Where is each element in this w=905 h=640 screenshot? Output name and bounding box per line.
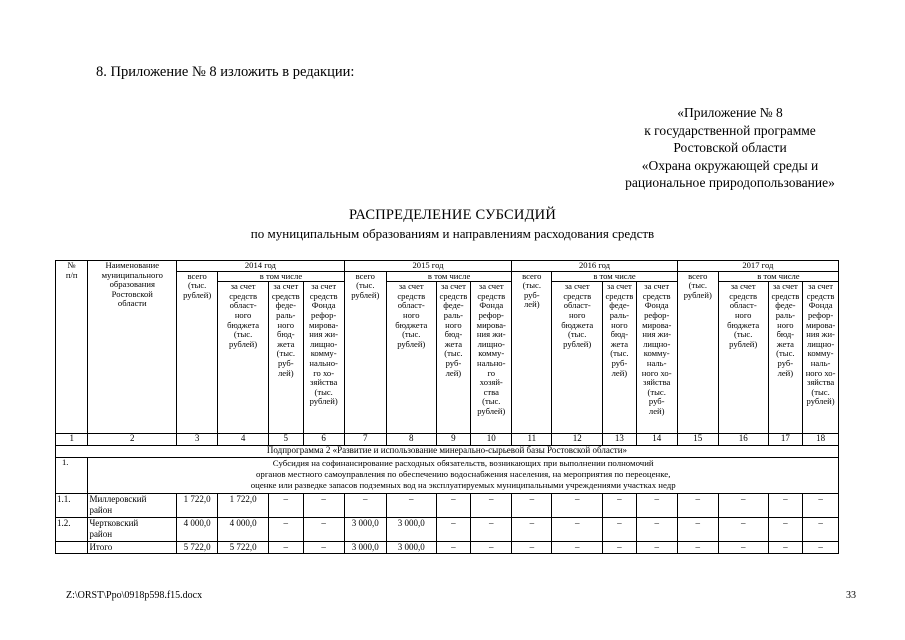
total-header: всего (тыс. рублей) [677, 271, 718, 434]
table-cell: – [269, 542, 304, 554]
incl-header: в том числе [718, 271, 838, 282]
table-cell: – [303, 518, 344, 542]
heading-title: РАСПРЕДЕЛЕНИЕ СУБСИДИЙ [348, 207, 557, 223]
appendix-line: к государственной программе [644, 122, 816, 138]
row-number: 1.2. [56, 518, 88, 542]
table-cell: – [386, 494, 436, 518]
table-cell: – [636, 494, 677, 518]
col-header-name: Наименование муниципального образования Ростовской области [88, 261, 177, 434]
footer-file-path: Z:\ORST\Ppo\0918p598.f15.docx [66, 590, 203, 601]
column-number: 13 [603, 434, 637, 446]
appendix-line: «Охрана окружающей среды и [641, 157, 819, 173]
source-header: за счет средств Фонда рефор- мирова- ния жи- лищно- комму- нально- го хо- зяйства (тыс. рублей) [303, 282, 344, 434]
table-cell: – [436, 542, 471, 554]
table-cell: 4 000,0 [177, 518, 218, 542]
table-cell: – [436, 518, 471, 542]
incl-header: в том числе [218, 271, 345, 282]
row-name: Миллеровский район [88, 494, 177, 518]
table-cell: – [269, 518, 304, 542]
subprogram-row [56, 446, 839, 458]
source-header: за счет средств Фонда рефор- мирова- ния жи- лищно- комму- наль- ного хо- зяйства (тыс. руб- лей) [636, 282, 677, 434]
total-header: всего (тыс. рублей) [177, 271, 218, 434]
table-cell: – [636, 542, 677, 554]
table-cell: – [471, 542, 512, 554]
table-cell: 5 722,0 [218, 542, 269, 554]
col-header-no: № п/п [56, 261, 88, 434]
column-number: 6 [303, 434, 344, 446]
table-cell: – [303, 494, 344, 518]
table-cell: – [677, 542, 718, 554]
table-cell: – [552, 518, 603, 542]
column-number: 1 [56, 434, 88, 446]
year-header: 2016 год [512, 261, 677, 272]
appendix-line: «Приложение № 8 [677, 105, 783, 120]
table-cell: 1 722,0 [218, 494, 269, 518]
column-numbering-row [56, 434, 839, 446]
table-cell: – [552, 494, 603, 518]
table-cell: 4 000,0 [218, 518, 269, 542]
table-cell: 5 722,0 [177, 542, 218, 554]
appendix-line: рациональное природопользование» [625, 175, 835, 190]
table-cell: 3 000,0 [344, 542, 386, 554]
table-cell: 1 722,0 [177, 494, 218, 518]
table-cell: – [269, 494, 304, 518]
source-header: за счет средств феде- раль- ного бюд- жета (тыс. руб- лей) [768, 282, 803, 434]
source-header: за счет средств феде- раль- ного бюд- жета (тыс. руб- лей) [436, 282, 471, 434]
header-row-years [56, 261, 839, 272]
table-cell: – [803, 494, 839, 518]
table-cell: – [344, 494, 386, 518]
table-row [56, 518, 839, 542]
table-row [56, 542, 839, 554]
year-header: 2017 год [677, 261, 838, 272]
table-cell: – [603, 542, 637, 554]
table-cell: – [768, 542, 803, 554]
heading-subtitle: по муниципальным образованиям и направлениям расходования средств [250, 226, 655, 241]
item-number: 1. [56, 458, 88, 494]
row-number [56, 542, 88, 554]
source-header: за счет средств Фонда рефор- мирова- ния жи- лищно- комму- нально- го хозяй- ства (тыс. рублей) [471, 282, 512, 434]
incl-header: в том числе [386, 271, 511, 282]
total-header: всего (тыс. рублей) [344, 271, 386, 434]
table-cell: – [768, 494, 803, 518]
table-cell: – [603, 518, 637, 542]
source-header: за счет средств област- ного бюджета (тыс. рублей) [552, 282, 603, 434]
column-number: 7 [344, 434, 386, 446]
column-number: 15 [677, 434, 718, 446]
table-cell: – [552, 542, 603, 554]
source-header: за счет средств Фонда рефор- мирова- ния жи- лищно- комму- наль- ного хо- зяйства (тыс. рублей) [803, 282, 839, 434]
source-header: за счет средств област- ного бюджета (тыс. рублей) [386, 282, 436, 434]
document-heading [0, 207, 905, 242]
source-header: за счет средств феде- раль- ного бюд- жета (тыс. руб- лей) [269, 282, 304, 434]
column-number: 18 [803, 434, 839, 446]
table-cell: – [436, 494, 471, 518]
row-name: Чертковский район [88, 518, 177, 542]
column-number: 11 [512, 434, 552, 446]
row-number: 1.1. [56, 494, 88, 518]
footer-page-number: 33 [846, 590, 856, 601]
table-cell: – [303, 542, 344, 554]
total-header: всего (тыс. руб- лей) [512, 271, 552, 434]
appendix-line: Ростовской области [673, 140, 787, 155]
column-number: 5 [269, 434, 304, 446]
source-header: за счет средств област- ного бюджета (тыс. рублей) [218, 282, 269, 434]
column-number: 2 [88, 434, 177, 446]
subprogram-title: Подпрограмма 2 «Развитие и использование минерально-сырьевой базы Ростовской области» [56, 446, 839, 458]
table-cell: – [718, 494, 768, 518]
column-number: 4 [218, 434, 269, 446]
table-cell: – [718, 542, 768, 554]
source-header: за счет средств феде- раль- ного бюд- жета (тыс. руб- лей) [603, 282, 637, 434]
table-cell: – [803, 542, 839, 554]
year-header: 2014 год [177, 261, 345, 272]
incl-header: в том числе [552, 271, 677, 282]
row-name: Итого [88, 542, 177, 554]
column-number: 12 [552, 434, 603, 446]
column-number: 17 [768, 434, 803, 446]
column-number: 9 [436, 434, 471, 446]
table-cell: 3 000,0 [386, 518, 436, 542]
table-cell: – [603, 494, 637, 518]
appendix-reference [560, 104, 900, 192]
item-row [56, 458, 839, 494]
table-cell: – [471, 518, 512, 542]
item-description: Субсидия на софинансирование расходных обязательств, возникающих при выполнении полномочий органов местного самоуправления по обеспечению водоснабжения населения, на мероприятия по переоценке, оценке или разведке запасов подземных вод на эксплуатируемых муниципальными учреждениями участках недр [88, 458, 839, 494]
table-cell: – [677, 494, 718, 518]
table-cell: – [512, 542, 552, 554]
table-cell: 3 000,0 [344, 518, 386, 542]
table-cell: – [768, 518, 803, 542]
table-cell: – [803, 518, 839, 542]
column-number: 3 [177, 434, 218, 446]
column-number: 14 [636, 434, 677, 446]
subsidy-table [55, 260, 839, 554]
table-cell: – [718, 518, 768, 542]
table-row [56, 494, 839, 518]
column-number: 8 [386, 434, 436, 446]
intro-line: 8. Приложение № 8 изложить в редакции: [96, 64, 355, 80]
table-cell: – [677, 518, 718, 542]
table-cell: – [512, 494, 552, 518]
table-cell: – [512, 518, 552, 542]
column-number: 16 [718, 434, 768, 446]
year-header: 2015 год [344, 261, 512, 272]
table-cell: – [636, 518, 677, 542]
column-number: 10 [471, 434, 512, 446]
source-header: за счет средств област- ного бюджета (тыс. рублей) [718, 282, 768, 434]
table-cell: 3 000,0 [386, 542, 436, 554]
table-cell: – [471, 494, 512, 518]
